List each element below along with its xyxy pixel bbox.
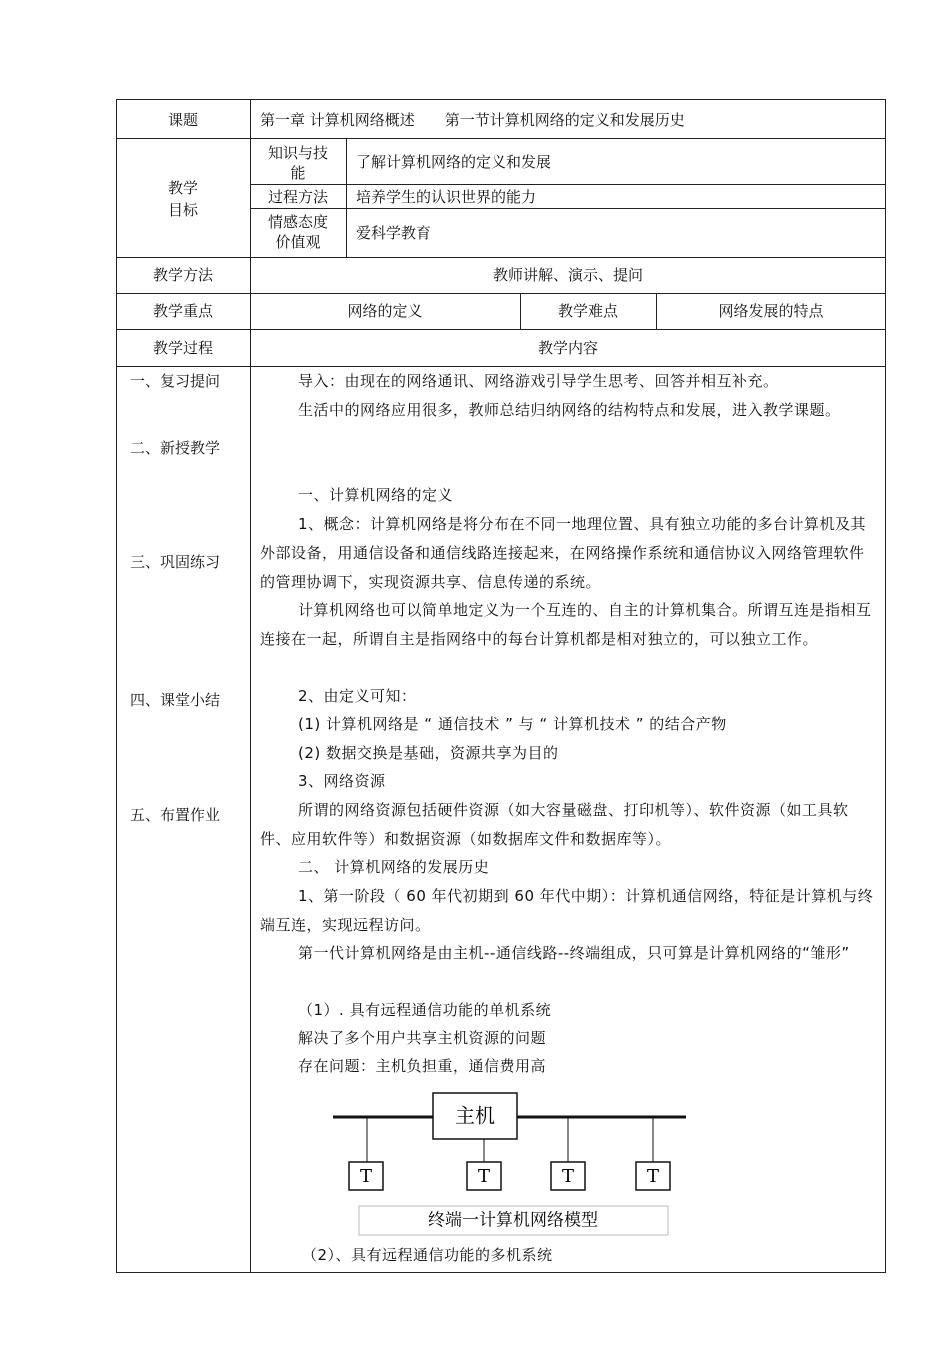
objectives-label: 教学 目标 bbox=[167, 179, 198, 219]
content-list-item: （1）. 具有远程通信功能的单机系统 bbox=[298, 1001, 552, 1019]
objective-value-knowledge: 了解计算机网络的定义和发展 bbox=[356, 153, 552, 171]
process-label: 教学过程 bbox=[152, 339, 213, 357]
content-paragraph: 存在问题：主机负担重，通信费用高 bbox=[298, 1057, 547, 1075]
objective-label-knowledge: 知识与技 能 bbox=[267, 144, 328, 182]
content-paragraph: 3、网络资源 bbox=[298, 772, 386, 790]
terminal-label: T bbox=[477, 1166, 491, 1187]
objective-label-process: 过程方法 bbox=[267, 188, 328, 206]
step-new-lesson: 二、新授教学 bbox=[130, 439, 221, 457]
content-paragraph: 解决了多个用户共享主机资源的问题 bbox=[298, 1029, 547, 1047]
step-review: 一、复习提问 bbox=[130, 372, 221, 390]
objective-value-emotion: 爱科学教育 bbox=[356, 224, 432, 242]
diagram-caption: 终端一计算机网络模型 bbox=[428, 1210, 598, 1231]
content-paragraph: 第一代计算机网络是由主机--通信线路--终端组成，只可算是计算机网络的“雏形” bbox=[298, 944, 850, 962]
content-label: 教学内容 bbox=[537, 339, 598, 357]
content-paragraph: 所谓的网络资源包括硬件资源（如大容量磁盘、打印机等）、软件资源（如工具软件、应用软件等）和数据资源（如数据库文件和数据库等）。 bbox=[260, 801, 849, 848]
section-heading: 一、计算机网络的定义 bbox=[298, 486, 454, 504]
method-label: 教学方法 bbox=[152, 266, 213, 284]
step-summary: 四、课堂小结 bbox=[130, 691, 221, 709]
terminal-label: T bbox=[646, 1166, 660, 1187]
terminal-label: T bbox=[561, 1166, 575, 1187]
step-practice: 三、巩固练习 bbox=[130, 553, 221, 571]
content-paragraph: 计算机网络也可以简单地定义为一个互连的、自主的计算机集合。所谓互连是指相互连接在一起，所谓自主是指网络中的每台计算机都是相对独立的，可以独立工作。 bbox=[260, 601, 872, 648]
difficulty-value: 网络发展的特点 bbox=[718, 302, 824, 320]
content-paragraph: 1、概念：计算机网络是将分布在不同一地理位置、具有独立功能的多台计算机及其外部设备，用通信设备和通信线路连接起来，在网络操作系统和通信协议入网络管理软件的管理协调下，实现资源共享、信息传递的系统。 bbox=[260, 515, 867, 591]
topic-label: 课题 bbox=[167, 111, 198, 129]
topic-value: 第一章 计算机网络概述 第一节计算机网络的定义和发展历史 bbox=[260, 111, 685, 129]
step-homework: 五、布置作业 bbox=[130, 806, 221, 824]
content-paragraph: 1、第一阶段（ 60 年代初期到 60 年代中期）：计算机通信网络，特征是计算机与终端互连，实现远程访问。 bbox=[260, 887, 874, 934]
focus-value: 网络的定义 bbox=[347, 302, 423, 320]
method-value: 教师讲解、演示、提问 bbox=[492, 266, 643, 284]
content-paragraph: 2、由定义可知： bbox=[298, 687, 417, 705]
host-label: 主机 bbox=[455, 1103, 495, 1128]
objective-label-emotion: 情感态度 价值观 bbox=[267, 213, 328, 251]
content-intro: 导入：由现在的网络通讯、网络游戏引导学生思考、回答并相互补充。 bbox=[298, 372, 779, 390]
terminal-label: T bbox=[359, 1166, 373, 1187]
focus-label: 教学重点 bbox=[152, 302, 213, 320]
objective-value-process: 培养学生的认识世界的能力 bbox=[356, 188, 537, 206]
difficulty-label: 教学难点 bbox=[557, 302, 618, 320]
content-list-item: （2）、具有远程通信功能的多机系统 bbox=[302, 1246, 553, 1264]
content-paragraph: 生活中的网络应用很多，教师总结归纳网络的结构特点和发展，进入教学课题。 bbox=[298, 401, 841, 419]
section-heading: 二、 计算机网络的发展历史 bbox=[298, 858, 490, 876]
content-list-item: (2) 数据交换是基础，资源共享为目的 bbox=[298, 744, 559, 762]
content-list-item: (1) 计算机网络是 “ 通信技术 ” 与 “ 计算机技术 ” 的结合产物 bbox=[298, 715, 727, 733]
